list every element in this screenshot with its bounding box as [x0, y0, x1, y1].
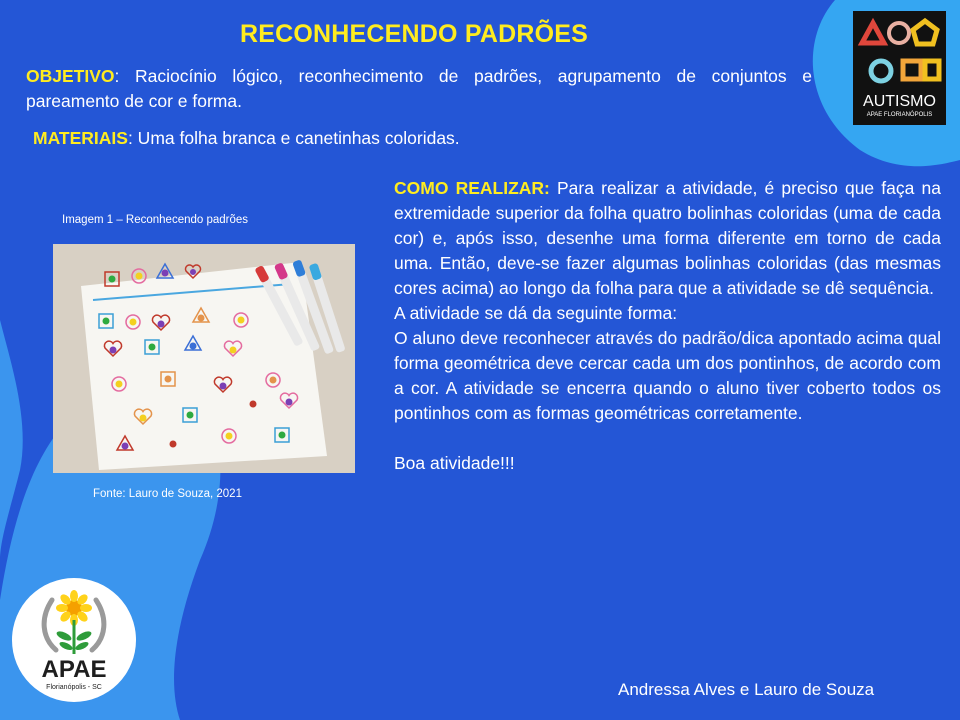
- como-realizar-text: Para realizar a atividade, é preciso que faça na extremidade superior da folha quatro bolinhas coloridas (uma de cada cor) e, após isso, desenhe uma forma diferente em torno de cada uma. Então, deve-se fazer algumas bolinhas coloridas (das mesmas cores acima) ao longo da folha para que a atividade se dê sequência.: [394, 178, 941, 298]
- objetivo-paragraph: [26, 64, 812, 114]
- materiais-label: MATERIAIS: [33, 128, 128, 148]
- page-title: RECONHECENDO PADRÕES: [240, 20, 589, 48]
- activity-photo: [53, 244, 355, 473]
- image-source: Fonte: Lauro de Souza, 2021: [93, 488, 242, 500]
- image-caption: Imagem 1 – Reconhecendo padrões: [62, 214, 249, 226]
- materiais-paragraph: [33, 126, 733, 151]
- apae-logo-name: APAE: [41, 656, 107, 683]
- autismo-logo-sub: APAE FLORIANÓPOLIS: [866, 112, 933, 118]
- objetivo-text: : Raciocínio lógico, reconhecimento de padrões, agrupamento de conjuntos e pareamento de cor e forma.: [26, 66, 812, 111]
- objetivo-label: OBJETIVO: [26, 66, 115, 86]
- como-realizar-section: [394, 176, 941, 476]
- authors-footer: Andressa Alves e Lauro de Souza: [618, 680, 875, 699]
- autismo-logo: [853, 11, 946, 125]
- como-realizar-line3: O aluno deve reconhecer através do padrão/dica apontado acima qual forma geométrica deve cercar cada um dos pontinhos, de acordo com a cor. A atividade se encerra quando o aluno tiver coberto todos os pontinhos com as formas geométricas corretamente.: [394, 328, 941, 423]
- como-realizar-label: COMO REALIZAR:: [394, 178, 550, 198]
- activity-sheet-illustration: [53, 244, 355, 473]
- apae-logo-sub: Florianópolis - SC: [46, 684, 102, 691]
- autismo-logo-name: AUTISMO: [863, 93, 936, 110]
- closing-text: Boa atividade!!!: [394, 453, 515, 473]
- materiais-text: : Uma folha branca e canetinhas coloridas.: [127, 128, 460, 148]
- como-realizar-line2: A atividade se dá da seguinte forma:: [394, 303, 678, 323]
- apae-logo: [12, 578, 136, 702]
